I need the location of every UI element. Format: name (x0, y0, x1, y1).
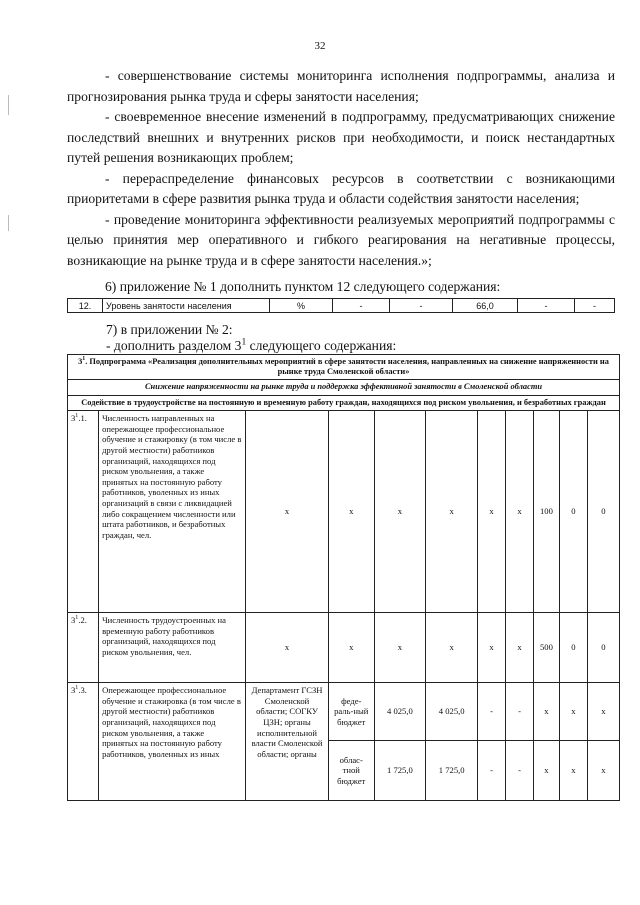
table-row (68, 299, 615, 313)
table-cell: x (426, 613, 478, 683)
paragraph: - проведение мониторинга эффективности реализуемых мероприятий подпрограммы с целью принятия мер оперативного и гибкого реагирования на негативные процессы, возникающие на рынке труда и в сфере занятости населения.»; (67, 211, 615, 268)
executor-cell: Департамент ГСЗН Смоленской области; СОГКУ ЦЗН; органы исполнительной власти Смоленской области; органы (246, 683, 329, 801)
table-cell: - (506, 741, 534, 801)
margin-mark (8, 215, 9, 231)
table-cell: 0 (587, 411, 619, 613)
paragraph: - своевременное внесение изменений в подпрограмму, предусматривающих снижение последствий внешних и внутренних рисков при необходимости, и поиск нестандартных путей решения возникающих проблем; (67, 109, 615, 165)
section-task: Содействие в трудоустройстве на постоянную и временную работу граждан, находящихся под риском увольнения, и безработных граждан (68, 395, 620, 411)
table-cell: - (333, 299, 390, 313)
table-cell: x (328, 613, 374, 683)
table-cell: x (533, 683, 559, 741)
table-cell: - (506, 683, 534, 741)
section-title: $3^1$. Подпрограмма «Реализация дополнительных мероприятий в сфере занятости населения, направленных на снижение напряженности на рынке труда Смоленской области» (68, 355, 620, 380)
table-cell: x (426, 411, 478, 613)
row-number: $3^1.1$. (68, 411, 99, 613)
table-cell: x (587, 741, 619, 801)
table-cell: 4 025,0 (374, 683, 426, 741)
table-row (68, 683, 620, 741)
table-cell: x (478, 613, 506, 683)
row-name: Численность направленных на опережающее профессиональное обучение и стажировку (в том числе в другой местности) работников организаций, находящихся под риском увольнения, а также принятых на постоянную работу работников, уволенных из иных организаций в связи с ликвидацией либо сокращением численности или штата работников, и безработных граждан, чел. (99, 411, 246, 613)
item-7-block (106, 322, 396, 354)
table-cell: % (270, 299, 333, 313)
table-cell: x (587, 683, 619, 741)
margin-mark (8, 95, 9, 115)
table-header-row (68, 380, 620, 396)
table-cell: x (533, 741, 559, 801)
table-cell: - (390, 299, 453, 313)
table-cell: 12. (68, 299, 103, 313)
table-cell: Уровень занятости населения (103, 299, 270, 313)
source-cell: феде-раль-ный бюджет (328, 683, 374, 741)
table-cell: 4 025,0 (426, 683, 478, 741)
table-cell: x (478, 411, 506, 613)
table-cell: - (518, 299, 575, 313)
table-cell: 100 (533, 411, 559, 613)
table-cell: 66,0 (453, 299, 518, 313)
row-name: Опережающее профессиональное обучение и стажировка (в том числе в другой местности) работников организаций, находящихся под риском увольнения, а также принятых на постоянную работу работников, уволенных из иных (99, 683, 246, 801)
table-cell: x (374, 411, 426, 613)
table-cell: x (374, 613, 426, 683)
section-3-1-table (67, 354, 620, 801)
row-number: $3^1.2$. (68, 613, 99, 683)
table-cell: x (506, 411, 534, 613)
table-header-row (68, 355, 620, 380)
item-7-text: 7) в приложении № 2: (106, 322, 233, 337)
row-number: $3^1.3$. (68, 683, 99, 801)
table-row (68, 613, 620, 683)
table-cell: x (559, 741, 587, 801)
table-cell: x (506, 613, 534, 683)
table-cell: x (559, 683, 587, 741)
table-cell: 0 (559, 613, 587, 683)
table-cell: 0 (559, 411, 587, 613)
body-text (67, 66, 615, 298)
paragraph: - перераспределение финансовых ресурсов в соответствии с возникающими приоритетами в сфере развития рынка труда и области содействия занятости населения; (67, 170, 615, 206)
table-row (68, 411, 620, 613)
table-cell: - (575, 299, 615, 313)
table-cell: - (478, 741, 506, 801)
appendix1-row-table (67, 298, 615, 313)
paragraph: - совершенствование системы мониторинга исполнения подпрограммы, анализа и прогнозирования рынка труда и сферы занятости населения; (67, 68, 615, 104)
row-name: Численность трудоустроенных на временную работу работников организаций, находящихся под риском увольнения, чел. (99, 613, 246, 683)
table-cell: x (246, 411, 329, 613)
table-cell: x (246, 613, 329, 683)
item-7-subtext: - дополнить разделом $3^1$ следующего содержания: (106, 337, 397, 353)
table-cell: 0 (587, 613, 619, 683)
table-cell: 1 725,0 (374, 741, 426, 801)
paragraph-item-6: 6) приложение № 1 дополнить пунктом 12 следующего содержания: (105, 279, 501, 294)
page-number: 32 (314, 40, 326, 52)
table-cell: - (478, 683, 506, 741)
table-header-row (68, 395, 620, 411)
table-cell: 500 (533, 613, 559, 683)
section-subtitle: Снижение напряженности на рынке труда и поддержка эффективной занятости в Смоленской области (68, 380, 620, 396)
table-cell: x (328, 411, 374, 613)
table-cell: 1 725,0 (426, 741, 478, 801)
source-cell: облас-тной бюджет (328, 741, 374, 801)
